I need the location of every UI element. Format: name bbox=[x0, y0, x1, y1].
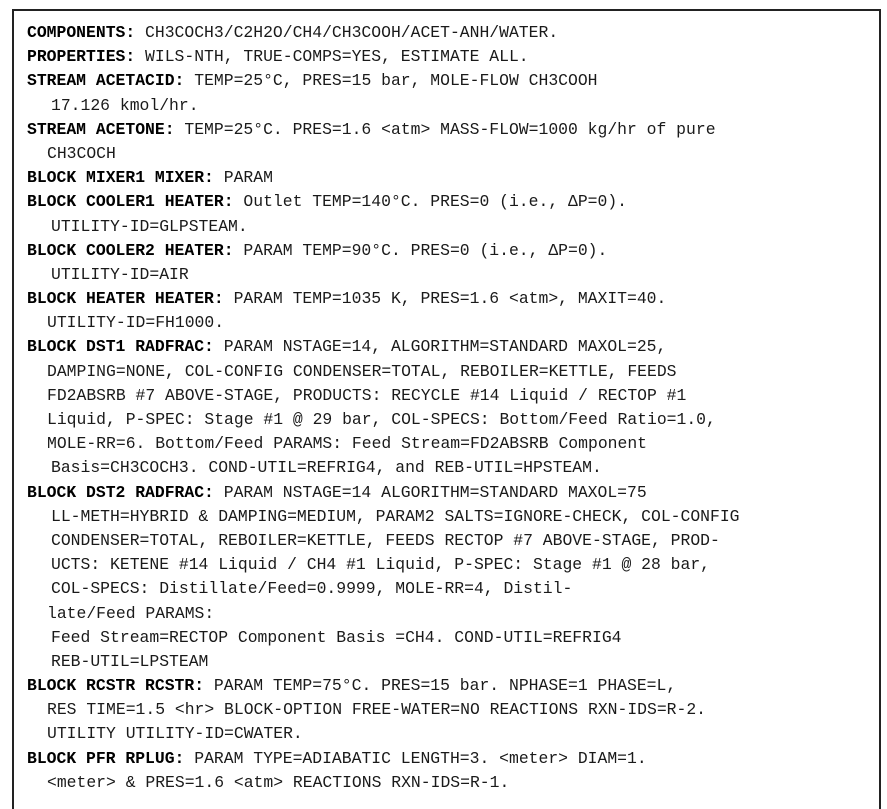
line-text: 17.126 kmol/hr. bbox=[51, 95, 199, 115]
spec-line-block-heater bbox=[27, 287, 877, 311]
spec-line-continuation bbox=[27, 722, 877, 746]
line-text: WILS-NTH, TRUE-COMPS=YES, ESTIMATE ALL. bbox=[135, 47, 529, 67]
line-text: RES TIME=1.5 <hr> BLOCK-OPTION FREE-WATER=NO REACTIONS RXN-IDS=R-2. bbox=[47, 700, 707, 720]
line-text: LL-METH=HYBRID & DAMPING=MEDIUM, PARAM2 SALTS=IGNORE-CHECK, COL-CONFIG bbox=[51, 506, 740, 526]
line-keyword: BLOCK RCSTR RCSTR: bbox=[27, 676, 205, 696]
line-text: UTILITY UTILITY-ID=CWATER. bbox=[47, 724, 303, 744]
line-text: UTILITY-ID=GLPSTEAM. bbox=[51, 216, 248, 236]
line-keyword: BLOCK PFR RPLUG: bbox=[27, 748, 185, 768]
line-keyword: PROPERTIES: bbox=[27, 47, 136, 67]
line-keyword: BLOCK DST2 RADFRAC: bbox=[27, 482, 214, 502]
spec-line-continuation bbox=[27, 505, 877, 529]
line-keyword: BLOCK MIXER1 MIXER: bbox=[27, 168, 214, 188]
line-keyword: BLOCK DST1 RADFRAC: bbox=[27, 337, 214, 357]
spec-line-stream-acetone bbox=[27, 118, 877, 142]
line-text: UCTS: KETENE #14 Liquid / CH4 #1 Liquid, P-SPEC: Stage #1 @ 28 bar, bbox=[51, 555, 711, 575]
line-keyword: BLOCK HEATER HEATER: bbox=[27, 289, 224, 309]
line-text: CH3COCH bbox=[47, 143, 116, 163]
line-keyword: STREAM ACETACID: bbox=[27, 71, 185, 91]
line-text: PARAM TEMP=75°C. PRES=15 bar. NPHASE=1 PHASE=L, bbox=[204, 676, 677, 696]
spec-line-continuation bbox=[27, 263, 877, 287]
line-keyword: BLOCK COOLER2 HEATER: bbox=[27, 240, 234, 260]
spec-line-continuation bbox=[27, 456, 877, 480]
spec-line-properties bbox=[27, 45, 877, 69]
spec-line-continuation bbox=[27, 142, 877, 166]
line-keyword: COMPONENTS: bbox=[27, 23, 136, 42]
line-text: PARAM NSTAGE=14 ALGORITHM=STANDARD MAXOL=75 bbox=[213, 482, 647, 502]
line-text: UTILITY-ID=AIR bbox=[51, 264, 189, 284]
line-text: CONDENSER=TOTAL, REBOILER=KETTLE, FEEDS RECTOP #7 ABOVE-STAGE, PROD- bbox=[51, 530, 720, 550]
line-text: MOLE-RR=6. Bottom/Feed PARAMS: Feed Stream=FD2ABSRB Component bbox=[47, 434, 647, 454]
spec-line-continuation bbox=[27, 771, 877, 795]
line-text: TEMP=25°C, PRES=15 bar, MOLE-FLOW CH3COOH bbox=[184, 71, 598, 91]
line-keyword: BLOCK COOLER1 HEATER: bbox=[27, 192, 234, 212]
spec-line-block-cooler2 bbox=[27, 239, 877, 263]
line-text: FD2ABSRB #7 ABOVE-STAGE, PRODUCTS: RECYCLE #14 Liquid / RECTOP #1 bbox=[47, 385, 687, 405]
line-text: PARAM bbox=[213, 168, 273, 188]
line-text: UTILITY-ID=FH1000. bbox=[47, 313, 225, 333]
line-text: REB-UTIL=LPSTEAM bbox=[51, 651, 209, 671]
spec-line-continuation bbox=[27, 626, 877, 650]
line-text: TEMP=25°C. PRES=1.6 <atm> MASS-FLOW=1000 kg/hr of pure bbox=[174, 119, 716, 139]
spec-line-continuation bbox=[27, 529, 877, 553]
line-text: CH3COCH3/C2H2O/CH4/CH3COOH/ACET-ANH/WATER. bbox=[135, 23, 559, 42]
line-text: Outlet TEMP=140°C. PRES=0 (i.e., ΔP=0). bbox=[233, 192, 628, 212]
line-text: Basis=CH3COCH3. COND-UTIL=REFRIG4, and REB-UTIL=HPSTEAM. bbox=[51, 458, 602, 478]
line-text: PARAM TEMP=90°C. PRES=0 (i.e., ΔP=0). bbox=[233, 240, 608, 260]
spec-line-continuation bbox=[27, 311, 877, 335]
spec-line-stream-acetacid bbox=[27, 69, 877, 93]
spec-line-block-dst2 bbox=[27, 481, 877, 505]
spec-line-continuation bbox=[27, 384, 877, 408]
spec-line-continuation bbox=[27, 94, 877, 118]
spec-line-block-mixer1 bbox=[27, 166, 877, 190]
line-text: PARAM TYPE=ADIABATIC LENGTH=3. <meter> DIAM=1. bbox=[184, 748, 647, 768]
line-text: PARAM NSTAGE=14, ALGORITHM=STANDARD MAXOL=25, bbox=[213, 337, 667, 357]
line-text: COL-SPECS: Distillate/Feed=0.9999, MOLE-RR=4, Distil- bbox=[51, 579, 573, 599]
spec-line-continuation bbox=[27, 408, 877, 432]
spec-line-continuation bbox=[27, 698, 877, 722]
spec-line-continuation bbox=[27, 553, 877, 577]
spec-line-components bbox=[27, 21, 877, 45]
line-text: Liquid, P-SPEC: Stage #1 @ 29 bar, COL-SPECS: Bottom/Feed Ratio=1.0, bbox=[47, 410, 716, 429]
spec-line-continuation bbox=[27, 577, 877, 601]
spec-line-continuation bbox=[27, 650, 877, 674]
spec-line-block-cooler1 bbox=[27, 190, 877, 214]
line-keyword: STREAM ACETONE: bbox=[27, 119, 175, 139]
spec-line-continuation bbox=[27, 432, 877, 456]
spec-line-block-dst1 bbox=[27, 335, 877, 359]
line-text: DAMPING=NONE, COL-CONFIG CONDENSER=TOTAL, REBOILER=KETTLE, FEEDS bbox=[47, 361, 677, 381]
spec-line-block-pfr bbox=[27, 747, 877, 771]
line-text: late/Feed PARAMS: bbox=[47, 603, 215, 623]
spec-line-continuation bbox=[27, 360, 877, 384]
spec-line-continuation bbox=[27, 215, 877, 239]
line-text: <meter> & PRES=1.6 <atm> REACTIONS RXN-IDS=R-1. bbox=[47, 772, 510, 792]
line-text: Feed Stream=RECTOP Component Basis =CH4. COND-UTIL=REFRIG4 bbox=[51, 627, 622, 647]
spec-line-block-rcstr bbox=[27, 674, 877, 698]
line-text: PARAM TEMP=1035 K, PRES=1.6 <atm>, MAXIT=40. bbox=[223, 289, 667, 309]
aspen-input-listing bbox=[27, 21, 877, 795]
spec-line-continuation bbox=[27, 602, 877, 626]
